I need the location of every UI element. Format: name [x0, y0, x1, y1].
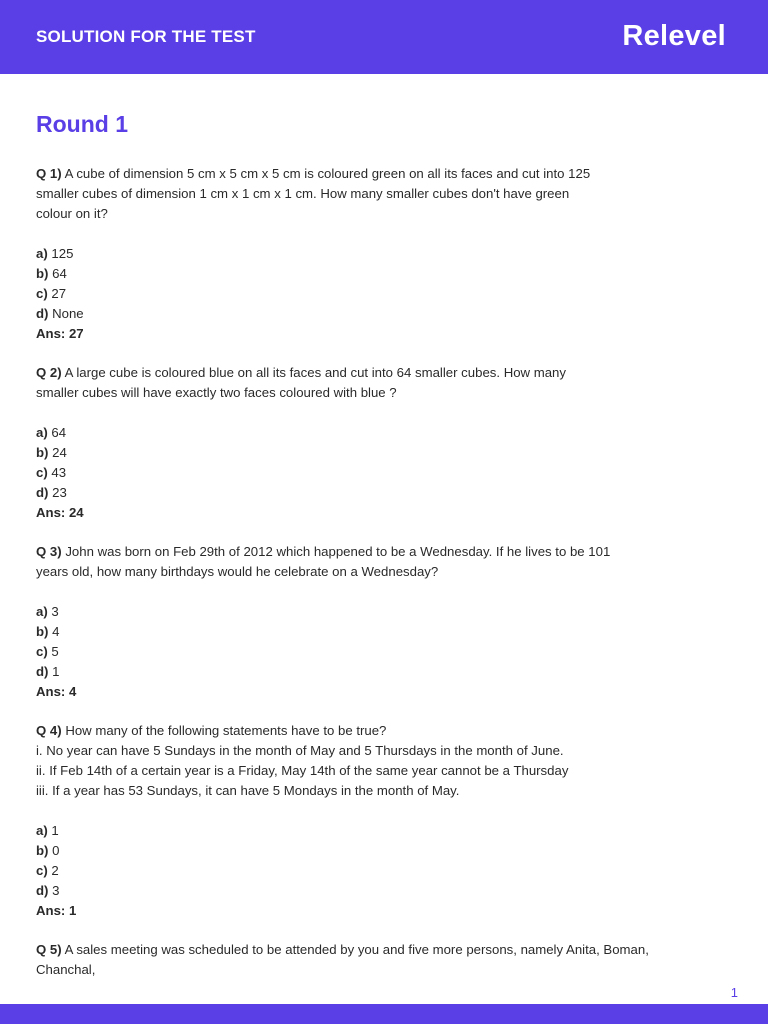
option-c — [36, 463, 676, 483]
question-line: How many of the following statements have to be true? — [61, 723, 387, 738]
option-label: b) — [36, 445, 49, 460]
option-c — [36, 861, 676, 881]
question-line: years old, how many birthdays would he celebrate on a Wednesday? — [36, 564, 439, 579]
option-a — [36, 821, 676, 841]
option-label: d) — [36, 664, 49, 679]
option-text: 125 — [47, 246, 74, 261]
option-text: 5 — [47, 644, 59, 659]
question-text — [36, 721, 676, 801]
question-4 — [36, 721, 676, 921]
option-label: b) — [36, 843, 49, 858]
question-line: Chanchal, — [36, 962, 96, 977]
question-line: John was born on Feb 29th of 2012 which happened to be a Wednesday. If he lives to be 101 — [61, 544, 611, 559]
option-text: 3 — [48, 883, 60, 898]
question-text — [36, 363, 676, 403]
question-line: iii. If a year has 53 Sundays, it can have 5 Mondays in the month of May. — [36, 783, 460, 798]
question-line: smaller cubes will have exactly two faces coloured with blue ? — [36, 385, 397, 400]
answer: Ans: 1 — [36, 903, 77, 918]
option-text: 3 — [47, 604, 59, 619]
option-text: 0 — [48, 843, 60, 858]
option-b — [36, 622, 676, 642]
option-c — [36, 642, 676, 662]
question-5 — [36, 940, 676, 980]
option-a — [36, 602, 676, 622]
option-b — [36, 841, 676, 861]
option-c — [36, 284, 676, 304]
option-a — [36, 423, 676, 443]
option-label: a) — [36, 604, 48, 619]
option-text: None — [48, 306, 84, 321]
option-label: a) — [36, 823, 48, 838]
question-line: ii. If Feb 14th of a certain year is a Friday, May 14th of the same year cannot be a Thursday — [36, 763, 569, 778]
option-label: d) — [36, 485, 49, 500]
option-text: 64 — [48, 266, 67, 281]
option-text: 4 — [48, 624, 60, 639]
question-label: Q 5) — [36, 942, 62, 957]
option-text: 64 — [47, 425, 67, 440]
option-label: c) — [36, 286, 48, 301]
option-b — [36, 264, 676, 284]
option-text: 27 — [47, 286, 67, 301]
option-text: 1 — [48, 664, 60, 679]
question-text — [36, 542, 676, 582]
question-label: Q 2) — [36, 365, 62, 380]
question-label: Q 4) — [36, 723, 62, 738]
option-d — [36, 881, 676, 901]
option-b — [36, 443, 676, 463]
questions-list — [36, 164, 676, 999]
question-line: A cube of dimension 5 cm x 5 cm x 5 cm is coloured green on all its faces and cut into 125 — [61, 166, 591, 181]
question-line: A sales meeting was scheduled to be attended by you and five more persons, namely Anita, Boman, — [61, 942, 649, 957]
question-line: i. No year can have 5 Sundays in the month of May and 5 Thursdays in the month of June. — [36, 743, 564, 758]
option-label: d) — [36, 306, 49, 321]
answer: Ans: 24 — [36, 505, 84, 520]
question-label: Q 3) — [36, 544, 62, 559]
option-a — [36, 244, 676, 264]
option-label: b) — [36, 266, 49, 281]
question-line: colour on it? — [36, 206, 108, 221]
footer-bar — [0, 1004, 768, 1024]
question-label: Q 1) — [36, 166, 62, 181]
header-bar — [0, 0, 768, 74]
option-label: b) — [36, 624, 49, 639]
option-label: a) — [36, 425, 48, 440]
question-line: smaller cubes of dimension 1 cm x 1 cm x 1 cm. How many smaller cubes don't have green — [36, 186, 570, 201]
question-text — [36, 164, 676, 224]
page-number: 1 — [730, 985, 738, 1000]
option-label: c) — [36, 863, 48, 878]
option-label: d) — [36, 883, 49, 898]
question-3 — [36, 542, 676, 702]
option-d — [36, 304, 676, 324]
option-d — [36, 662, 676, 682]
option-text: 1 — [47, 823, 59, 838]
document-title: SOLUTION FOR THE TEST — [36, 27, 256, 46]
option-text: 23 — [48, 485, 67, 500]
answer: Ans: 4 — [36, 684, 77, 699]
option-text: 24 — [48, 445, 67, 460]
round-title: Round 1 — [36, 111, 128, 137]
option-label: c) — [36, 644, 48, 659]
option-label: a) — [36, 246, 48, 261]
answer: Ans: 27 — [36, 326, 84, 341]
relevel-logo: Relevel — [622, 20, 726, 52]
option-text: 43 — [47, 465, 67, 480]
option-d — [36, 483, 676, 503]
question-2 — [36, 363, 676, 523]
option-text: 2 — [47, 863, 59, 878]
question-line: A large cube is coloured blue on all its faces and cut into 64 smaller cubes. How many — [61, 365, 566, 380]
option-label: c) — [36, 465, 48, 480]
question-1 — [36, 164, 676, 344]
